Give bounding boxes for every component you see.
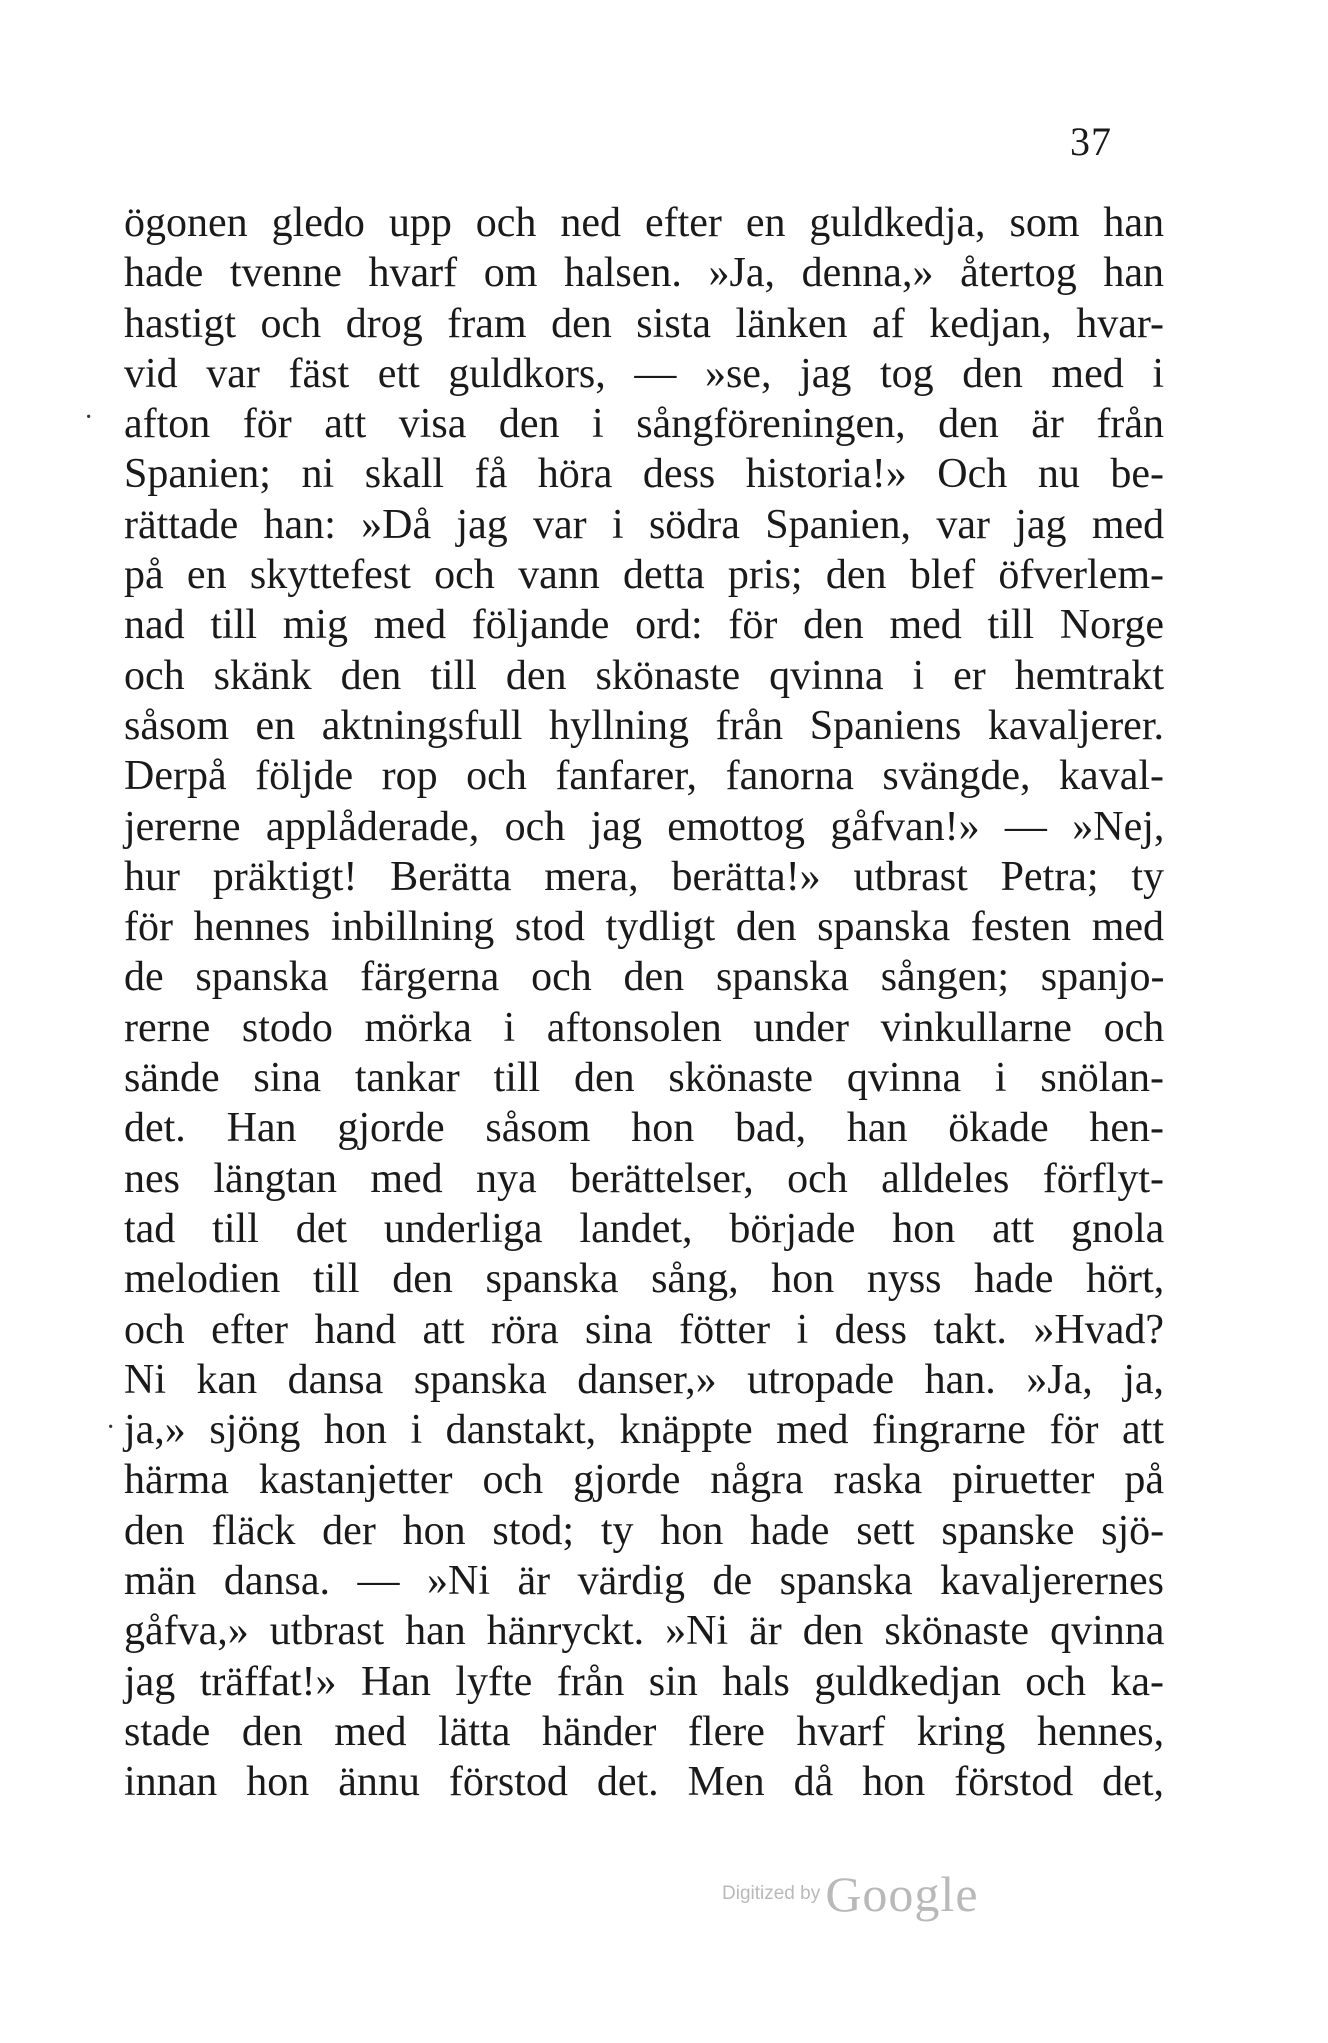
text-line: ögonen gledo upp och ned efter en guldkedja, som han xyxy=(124,200,1165,246)
text-line: det. Han gjorde såsom hon bad, han ökade hen- xyxy=(124,1105,1164,1152)
text-line: och skänk den till den skönaste qvinna i er hemtrakt xyxy=(124,652,1164,699)
text-line: Derpå följde rop och fanfarer, fanorna svängde, kaval- xyxy=(124,753,1164,800)
text-line: vid var fäst ett guldkors, — »se, jag tog den med i xyxy=(124,350,1165,397)
text-line: afton för att visa den i sångföreningen, den är från xyxy=(124,401,1165,448)
text-line: hastigt och drog fram den sista länken af kedjan, hvar- xyxy=(124,300,1164,347)
text-line: Spanien; ni skall få höra dess historia!» Och nu be- xyxy=(124,451,1164,498)
text-line: män dansa. — »Ni är värdig de spanska kavaljerernes xyxy=(124,1558,1164,1605)
text-line: hur präktigt! Berätta mera, berätta!» utbrast Petra; ty xyxy=(124,853,1164,900)
text-line: tad till det underliga landet, började hon att gnola xyxy=(124,1205,1165,1252)
text-line: jag träffat!» Han lyfte från sin hals guldkedjan och ka- xyxy=(124,1658,1164,1705)
text-line: härma kastanjetter och gjorde några raska piruetter på xyxy=(124,1457,1164,1504)
text-line: för hennes inbillning stod tydligt den spanska festen med xyxy=(124,904,1164,951)
body-text xyxy=(124,198,1164,1808)
text-line: de spanska färgerna och den spanska sången; spanjo- xyxy=(124,954,1165,1001)
digitized-watermark xyxy=(722,1865,979,1923)
margin-dot: · xyxy=(106,1412,116,1443)
text-line: nad till mig med följande ord: för den med till Norge xyxy=(124,602,1165,649)
text-line: gåfva,» utbrast han hänryckt. »Ni är den skönaste qvinna xyxy=(124,1608,1165,1655)
text-line: rättade han: »Då jag var i södra Spanien, var jag med xyxy=(124,501,1165,548)
text-line: hade tvenne hvarf om halsen. »Ja, denna,» återtog han xyxy=(124,250,1164,297)
text-line: Ni kan dansa spanska danser,» utropade han. »Ja, ja, xyxy=(124,1356,1165,1403)
text-line: och efter hand att röra sina fötter i dess takt. »Hvad? xyxy=(124,1306,1164,1353)
text-line: den fläck der hon stod; ty hon hade sett spanske sjö- xyxy=(124,1507,1165,1554)
text-line: innan hon ännu förstod det. Men då hon förstod det, xyxy=(124,1759,1164,1806)
text-line: jererne applåderade, och jag emottog gåfvan!» — »Nej, xyxy=(124,803,1165,850)
watermark-prefix: Digitized by xyxy=(722,1883,821,1904)
text-line: nes längtan med nya berättelser, och alldeles förflyt- xyxy=(124,1155,1164,1202)
margin-dot: · xyxy=(84,402,94,433)
text-line: stade den med lätta händer flere hvarf kring hennes, xyxy=(124,1708,1165,1755)
text-line: rerne stodo mörka i aftonsolen under vinkullarne och xyxy=(124,1004,1165,1051)
text-line: på en skyttefest och vann detta pris; den blef öfverlem- xyxy=(124,552,1164,599)
text-line: melodien till den spanska sång, hon nyss hade hört, xyxy=(124,1256,1165,1303)
text-line: sände sina tankar till den skönaste qvinna i snölan- xyxy=(124,1055,1164,1102)
text-line: ja,» sjöng hon i danstakt, knäppte med fingrarne för att xyxy=(124,1407,1164,1454)
text-line: såsom en aktningsfull hyllning från Spaniens kavaljerer. xyxy=(124,702,1164,749)
page-number: 37 xyxy=(1070,119,1112,164)
watermark-brand: Google xyxy=(825,1866,979,1922)
